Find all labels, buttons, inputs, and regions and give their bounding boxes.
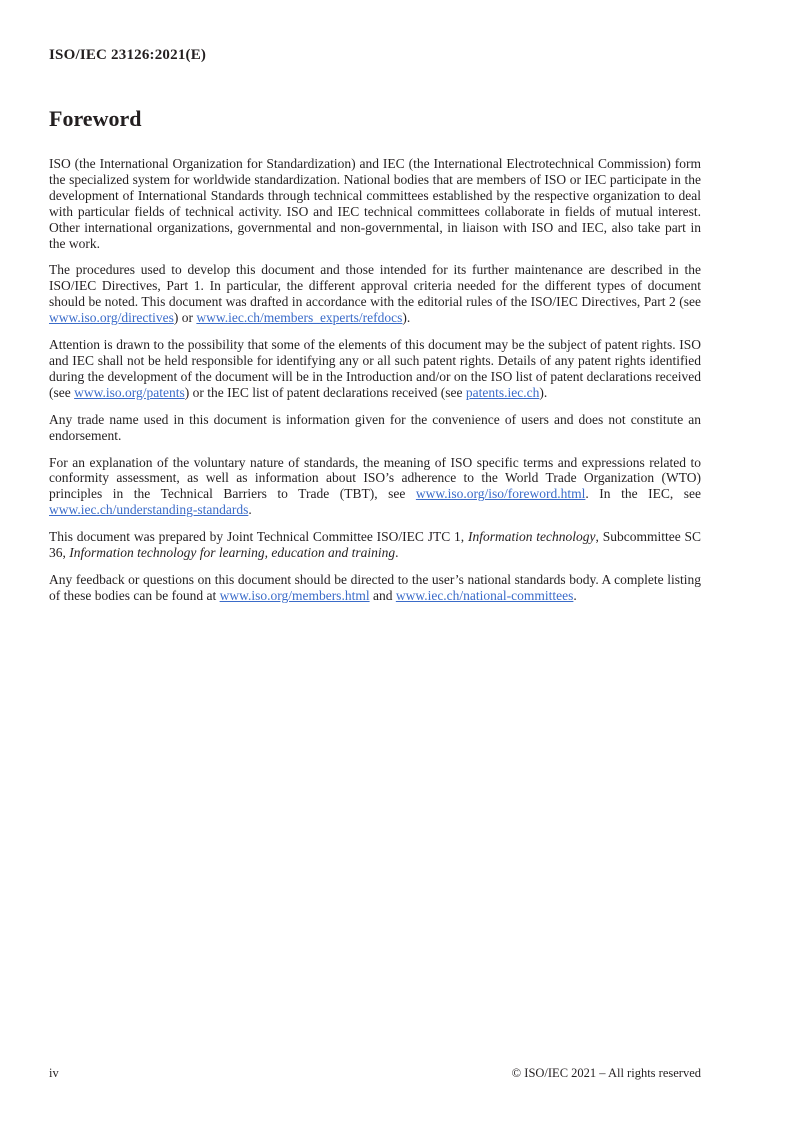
document-reference-header: ISO/IEC 23126:2021(E)	[49, 47, 207, 63]
hyperlink[interactable]: www.iec.ch/understanding-standards	[49, 502, 249, 518]
page-title: Foreword	[49, 106, 142, 131]
paragraph: ISO (the International Organization for Standardization) and IEC (the International Electrotechnical Commission) form the specialized system for worldwide standardization. National bodies that are members of ISO or IEC participate in the development of International Standards through technical committees established by the respective organization to deal with particular fields of technical activity. ISO and IEC technical committees collaborate in fields of mutual interest. Other international organizations, governmental and non-governmental, in liaison with ISO and IEC, also take part in the work.	[49, 156, 701, 251]
page-footer	[49, 1066, 701, 1081]
paragraph: Attention is drawn to the possibility that some of the elements of this document may be the subject of patent rights. ISO and IEC shall not be held responsible for identifying any or all such patent rights. Details of any patent rights identified during the development of the document will be in the Introduction and/or on the ISO list of patent declarations received (see www.iso.org/patents) or the IEC list of patent declarations received (see patents.iec.ch).	[49, 337, 701, 400]
hyperlink[interactable]: www.iso.org/members.html	[219, 587, 370, 603]
copyright-notice: © ISO/IEC 2021 – All rights reserved	[511, 1066, 701, 1080]
paragraph: Any feedback or questions on this document should be directed to the user’s national standards body. A complete listing of these bodies can be found at www.iso.org/members.html and www.iec.ch/national-committees.	[49, 571, 701, 603]
foreword-paragraphs	[49, 156, 701, 615]
hyperlink[interactable]: www.iec.ch/members_experts/refdocs	[196, 310, 403, 326]
hyperlink[interactable]: www.iso.org/patents	[74, 384, 185, 400]
italic-text: Information technology	[467, 529, 596, 545]
hyperlink[interactable]: www.iso.org/directives	[49, 310, 174, 326]
paragraph: This document was prepared by Joint Technical Committee ISO/IEC JTC 1, Information technology, Subcommittee SC 36, Information technology for learning, education and training.	[49, 529, 702, 561]
hyperlink[interactable]: www.iso.org/iso/foreword.html	[415, 486, 586, 502]
paragraph: Any trade name used in this document is information given for the convenience of users and does not constitute an endorsement.	[49, 411, 701, 443]
hyperlink[interactable]: www.iec.ch/national-committees	[395, 587, 574, 603]
hyperlink[interactable]: patents.iec.ch	[465, 384, 540, 400]
page-number: iv	[49, 1066, 59, 1080]
paragraph: The procedures used to develop this document and those intended for its further maintenance are described in the ISO/IEC Directives, Part 1. In particular, the different approval criteria needed for the different types of document should be noted. This document was drafted in accordance with the editorial rules of the ISO/IEC Directives, Part 2 (see www.iso.org/directives) or www.iec.ch/members_experts/refdocs).	[49, 262, 701, 326]
paragraph: For an explanation of the voluntary nature of standards, the meaning of ISO specific terms and expressions related to conformity assessment, as well as information about ISO’s adherence to the World Trade Organization (WTO) principles in the Technical Barriers to Trade (TBT), see www.iso.org/iso/foreword.html. In the IEC, see www.iec.ch/understanding-standards.	[49, 454, 701, 518]
italic-text: Information technology for learning, education and training	[69, 545, 396, 561]
